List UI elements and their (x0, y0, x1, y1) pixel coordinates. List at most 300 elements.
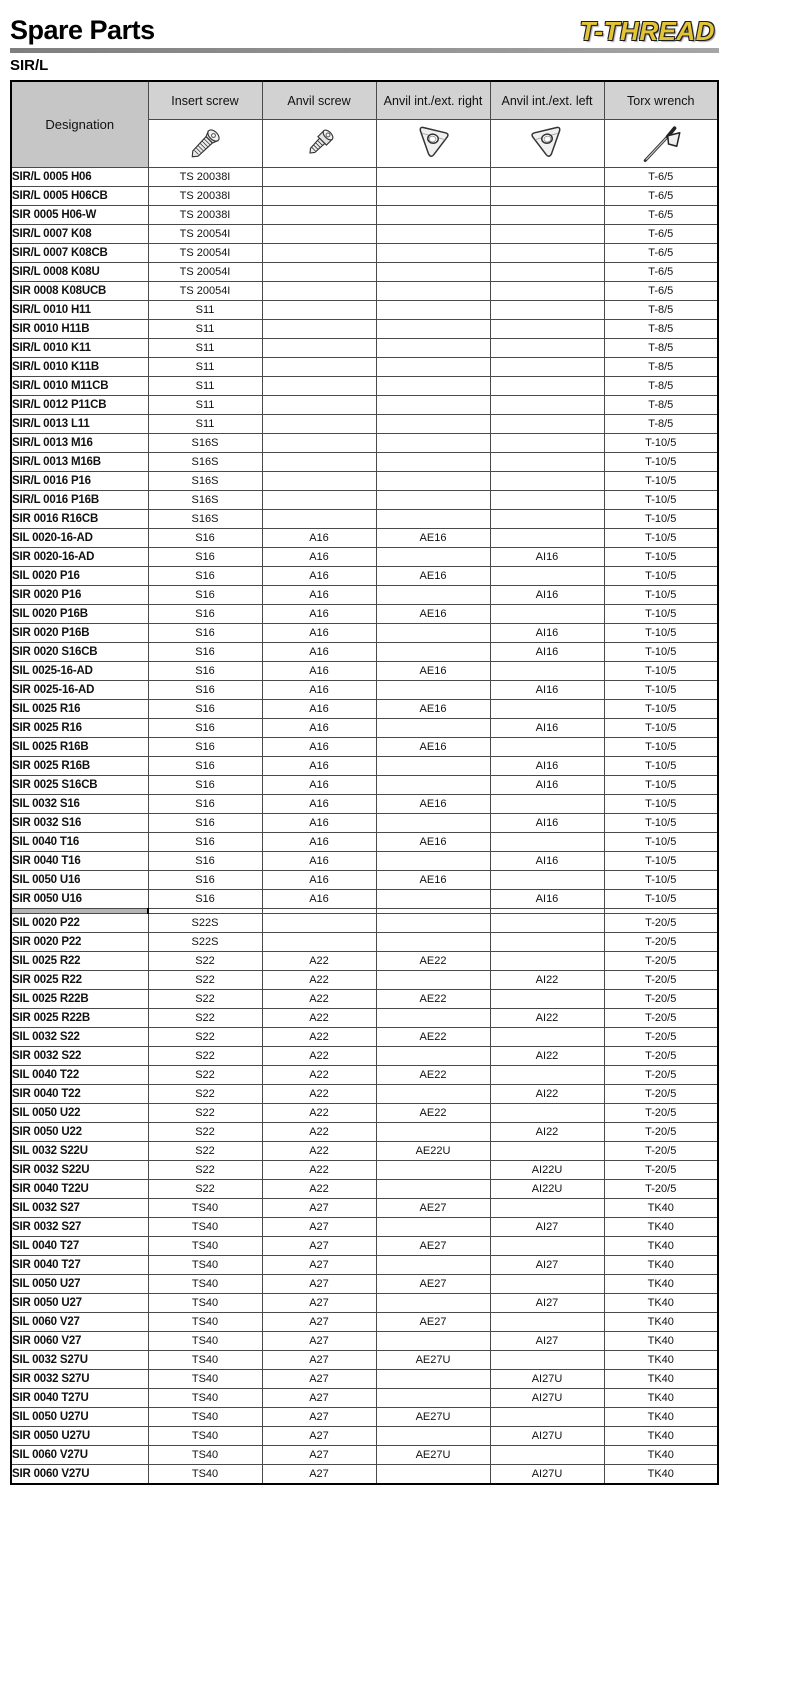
torx-wrench-cell: T-20/5 (604, 1161, 718, 1180)
designation-cell: SIL 0020 P16B (11, 605, 148, 624)
anvil-ext-right-cell (376, 1427, 490, 1446)
anvil-int-left-cell (490, 871, 604, 890)
anvil-int-left-icon-cell (490, 120, 604, 168)
anvil-ext-right-cell: AE16 (376, 833, 490, 852)
designation-cell: SIR/L 0013 L11 (11, 415, 148, 434)
torx-wrench-cell: T-10/5 (604, 871, 718, 890)
anvil-int-left-cell (490, 1275, 604, 1294)
insert-screw-cell: S16S (148, 434, 262, 453)
table-row (11, 263, 718, 282)
torx-wrench-cell: T-8/5 (604, 301, 718, 320)
column-header-anvil-int-left: Anvil int./ext. left (490, 81, 604, 120)
column-header-insert-screw: Insert screw (148, 81, 262, 120)
designation-cell: SIR/L 0008 K08U (11, 263, 148, 282)
insert-screw-cell: TS 20054I (148, 244, 262, 263)
anvil-int-left-cell (490, 738, 604, 757)
designation-cell: SIL 0050 U27U (11, 1408, 148, 1427)
table-row (11, 871, 718, 890)
page-title: Spare Parts (10, 15, 155, 45)
designation-cell: SIR/L 0010 H11 (11, 301, 148, 320)
designation-cell: SIR/L 0010 M11CB (11, 377, 148, 396)
anvil-int-left-cell (490, 833, 604, 852)
anvil-ext-right-cell (376, 586, 490, 605)
torx-wrench-cell: T-6/5 (604, 187, 718, 206)
anvil-ext-right-cell (376, 914, 490, 933)
anvil-screw-cell: A27 (262, 1332, 376, 1351)
insert-screw-cell: TS40 (148, 1294, 262, 1313)
anvil-int-left-cell (490, 1104, 604, 1123)
insert-screw-cell: S16 (148, 643, 262, 662)
anvil-int-left-cell (490, 377, 604, 396)
anvil-ext-right-cell (376, 1047, 490, 1066)
anvil-screw-cell (262, 206, 376, 225)
torx-wrench-cell: T-10/5 (604, 757, 718, 776)
anvil-ext-right-cell: AE27 (376, 1313, 490, 1332)
insert-screw-cell: TS 20054I (148, 225, 262, 244)
table-row (11, 1446, 718, 1465)
torx-wrench-cell: T-10/5 (604, 814, 718, 833)
anvil-ext-right-cell (376, 548, 490, 567)
designation-cell: SIR/L 0007 K08CB (11, 244, 148, 263)
anvil-ext-right-cell (376, 757, 490, 776)
table-row (11, 662, 718, 681)
designation-cell: SIL 0025-16-AD (11, 662, 148, 681)
designation-cell: SIR 0025 R16B (11, 757, 148, 776)
torx-wrench-cell: T-20/5 (604, 933, 718, 952)
table-row (11, 434, 718, 453)
table-row (11, 890, 718, 909)
anvil-int-left-cell: AI22 (490, 1009, 604, 1028)
insert-screw-cell: S16 (148, 814, 262, 833)
torx-wrench-cell: T-10/5 (604, 833, 718, 852)
insert-screw-cell: TS40 (148, 1313, 262, 1332)
table-row (11, 1218, 718, 1237)
anvil-ext-right-cell: AE22U (376, 1142, 490, 1161)
torx-wrench-cell: TK40 (604, 1351, 718, 1370)
insert-screw-cell: S22 (148, 1104, 262, 1123)
anvil-ext-right-cell (376, 1370, 490, 1389)
column-header-torx-wrench: Torx wrench (604, 81, 718, 120)
designation-cell: SIL 0020-16-AD (11, 529, 148, 548)
torx-wrench-cell: TK40 (604, 1294, 718, 1313)
anvil-screw-cell: A16 (262, 643, 376, 662)
anvil-ext-right-cell (376, 1294, 490, 1313)
designation-cell: SIR 0010 H11B (11, 320, 148, 339)
anvil-int-left-cell (490, 491, 604, 510)
anvil-screw-cell (262, 396, 376, 415)
torx-wrench-cell: T-10/5 (604, 453, 718, 472)
insert-screw-cell: S22 (148, 1009, 262, 1028)
insert-screw-cell: S11 (148, 358, 262, 377)
insert-screw-cell: TS40 (148, 1237, 262, 1256)
designation-cell: SIR/L 0013 M16 (11, 434, 148, 453)
insert-screw-cell: TS40 (148, 1256, 262, 1275)
anvil-int-left-cell (490, 795, 604, 814)
anvil-screw-cell: A16 (262, 738, 376, 757)
designation-header: Designation (11, 81, 148, 168)
designation-cell: SIR 0040 T22U (11, 1180, 148, 1199)
table-row (11, 301, 718, 320)
table-row (11, 1294, 718, 1313)
table-row (11, 187, 718, 206)
insert-screw-cell: S22 (148, 952, 262, 971)
masthead (10, 0, 719, 44)
anvil-ext-right-cell (376, 643, 490, 662)
anvil-int-left-cell (490, 168, 604, 187)
anvil-screw-cell (262, 415, 376, 434)
anvil-int-left-cell: AI16 (490, 643, 604, 662)
designation-cell: SIL 0050 U16 (11, 871, 148, 890)
anvil-screw-cell: A16 (262, 719, 376, 738)
insert-screw-cell: TS40 (148, 1370, 262, 1389)
torx-wrench-cell: T-20/5 (604, 1142, 718, 1161)
table-row (11, 971, 718, 990)
anvil-screw-cell (262, 914, 376, 933)
anvil-ext-right-icon-cell (376, 120, 490, 168)
insert-screw-cell: S11 (148, 339, 262, 358)
torx-wrench-cell: T-10/5 (604, 776, 718, 795)
anvil-screw-cell (262, 225, 376, 244)
anvil-screw-cell: A22 (262, 990, 376, 1009)
anvil-screw-cell: A22 (262, 1028, 376, 1047)
anvil-ext-right-cell (376, 358, 490, 377)
anvil-screw-cell: A16 (262, 605, 376, 624)
torx-wrench-cell: T-6/5 (604, 168, 718, 187)
torx-wrench-cell: T-20/5 (604, 1123, 718, 1142)
insert-screw-cell: TS40 (148, 1218, 262, 1237)
title-rule (10, 48, 719, 53)
torx-wrench-cell: T-8/5 (604, 415, 718, 434)
anvil-int-left-cell: AI16 (490, 852, 604, 871)
designation-cell: SIR 0025-16-AD (11, 681, 148, 700)
insert-screw-cell: TS40 (148, 1199, 262, 1218)
anvil-ext-right-cell (376, 1389, 490, 1408)
torx-wrench-cell: T-10/5 (604, 719, 718, 738)
torx-wrench-cell: T-10/5 (604, 567, 718, 586)
anvil-int-left-cell: AI22U (490, 1180, 604, 1199)
designation-cell: SIR 0040 T22 (11, 1085, 148, 1104)
anvil-ext-right-cell (376, 301, 490, 320)
anvil-int-left-cell (490, 567, 604, 586)
designation-cell: SIR 0025 S16CB (11, 776, 148, 795)
anvil-screw-cell: A27 (262, 1237, 376, 1256)
torx-wrench-cell: T-10/5 (604, 852, 718, 871)
anvil-ext-right-cell (376, 320, 490, 339)
torx-wrench-cell: TK40 (604, 1465, 718, 1485)
table-row (11, 1408, 718, 1427)
designation-cell: SIR/L 0016 P16B (11, 491, 148, 510)
torx-wrench-cell: T-10/5 (604, 605, 718, 624)
table-row (11, 1066, 718, 1085)
anvil-screw-cell: A16 (262, 871, 376, 890)
table-row (11, 510, 718, 529)
anvil-screw-cell: A16 (262, 700, 376, 719)
table-row (11, 1389, 718, 1408)
torx-wrench-cell: T-6/5 (604, 225, 718, 244)
insert-screw-cell: S16S (148, 510, 262, 529)
torx-wrench-cell: T-20/5 (604, 952, 718, 971)
torx-wrench-cell: TK40 (604, 1237, 718, 1256)
anvil-int-left-cell (490, 662, 604, 681)
torx-wrench-cell: T-20/5 (604, 1028, 718, 1047)
anvil-ext-right-cell (376, 1218, 490, 1237)
anvil-int-left-cell (490, 339, 604, 358)
designation-cell: SIL 0050 U27 (11, 1275, 148, 1294)
anvil-ext-right-cell: AE16 (376, 700, 490, 719)
anvil-screw-cell (262, 263, 376, 282)
insert-screw-cell: S11 (148, 377, 262, 396)
designation-cell: SIR 0032 S16 (11, 814, 148, 833)
anvil-ext-right-cell: AE22 (376, 1066, 490, 1085)
anvil-ext-right-cell (376, 377, 490, 396)
anvil-int-left-cell: AI27 (490, 1256, 604, 1275)
table-row (11, 1275, 718, 1294)
designation-cell: SIR 0050 U27 (11, 1294, 148, 1313)
insert-screw-icon (149, 123, 262, 165)
anvil-int-left-cell (490, 434, 604, 453)
torx-wrench-cell: T-10/5 (604, 643, 718, 662)
anvil-screw-cell (262, 168, 376, 187)
torx-wrench-cell: T-10/5 (604, 491, 718, 510)
table-row (11, 529, 718, 548)
insert-screw-cell: S16 (148, 852, 262, 871)
designation-cell: SIR 0025 R16 (11, 719, 148, 738)
anvil-screw-cell (262, 472, 376, 491)
anvil-int-left-cell (490, 453, 604, 472)
torx-wrench-cell: T-6/5 (604, 282, 718, 301)
insert-screw-cell: S16 (148, 795, 262, 814)
anvil-ext-right-cell: AE16 (376, 567, 490, 586)
insert-screw-cell: TS 20038I (148, 187, 262, 206)
torx-wrench-cell: T-20/5 (604, 1085, 718, 1104)
anvil-ext-right-cell (376, 244, 490, 263)
table-row (11, 990, 718, 1009)
torx-wrench-cell: T-20/5 (604, 1066, 718, 1085)
table-row (11, 396, 718, 415)
insert-screw-cell: S11 (148, 320, 262, 339)
insert-screw-cell: TS40 (148, 1275, 262, 1294)
insert-screw-cell: TS40 (148, 1427, 262, 1446)
anvil-screw-cell: A22 (262, 1009, 376, 1028)
anvil-screw-cell (262, 339, 376, 358)
table-row (11, 952, 718, 971)
designation-cell: SIL 0025 R16B (11, 738, 148, 757)
anvil-int-left-cell: AI16 (490, 548, 604, 567)
table-row (11, 320, 718, 339)
table-row (11, 1370, 718, 1389)
table-row (11, 1104, 718, 1123)
torx-wrench-cell: T-10/5 (604, 434, 718, 453)
anvil-ext-right-cell (376, 415, 490, 434)
torx-wrench-cell: TK40 (604, 1332, 718, 1351)
designation-cell: SIL 0060 V27U (11, 1446, 148, 1465)
anvil-screw-cell: A27 (262, 1465, 376, 1485)
anvil-screw-cell: A27 (262, 1199, 376, 1218)
anvil-screw-cell: A22 (262, 952, 376, 971)
anvil-int-left-cell (490, 1199, 604, 1218)
designation-cell: SIR 0050 U16 (11, 890, 148, 909)
anvil-ext-right-cell (376, 681, 490, 700)
anvil-screw-cell: A16 (262, 814, 376, 833)
anvil-screw-cell: A16 (262, 757, 376, 776)
anvil-int-left-cell (490, 510, 604, 529)
anvil-ext-right-cell: AE16 (376, 738, 490, 757)
torx-wrench-cell: TK40 (604, 1199, 718, 1218)
table-row (11, 1427, 718, 1446)
table-row (11, 933, 718, 952)
anvil-ext-right-cell: AE22 (376, 1104, 490, 1123)
anvil-int-left-cell (490, 415, 604, 434)
anvil-ext-right-cell (376, 453, 490, 472)
designation-cell: SIR 0020 P22 (11, 933, 148, 952)
torx-wrench-cell: T-10/5 (604, 548, 718, 567)
insert-screw-cell: S16 (148, 833, 262, 852)
designation-cell: SIL 0040 T27 (11, 1237, 148, 1256)
anvil-ext-right-cell (376, 719, 490, 738)
designation-cell: SIR/L 0013 M16B (11, 453, 148, 472)
insert-screw-cell: S22 (148, 990, 262, 1009)
anvil-screw-cell: A16 (262, 567, 376, 586)
torx-wrench-cell: T-6/5 (604, 206, 718, 225)
anvil-int-left-cell (490, 1351, 604, 1370)
designation-cell: SIR 0040 T16 (11, 852, 148, 871)
anvil-ext-right-cell (376, 890, 490, 909)
torx-wrench-cell: TK40 (604, 1275, 718, 1294)
designation-cell: SIR 0020-16-AD (11, 548, 148, 567)
insert-screw-cell: S22 (148, 1047, 262, 1066)
anvil-int-left-cell: AI16 (490, 719, 604, 738)
anvil-int-left-icon (491, 123, 604, 165)
torx-wrench-cell: TK40 (604, 1218, 718, 1237)
designation-cell: SIL 0032 S22 (11, 1028, 148, 1047)
anvil-ext-right-cell (376, 282, 490, 301)
anvil-int-left-cell (490, 358, 604, 377)
anvil-int-left-cell: AI16 (490, 624, 604, 643)
anvil-ext-right-cell: AE22 (376, 1028, 490, 1047)
insert-screw-cell: S16S (148, 472, 262, 491)
torx-wrench-cell: T-10/5 (604, 738, 718, 757)
anvil-ext-right-cell (376, 168, 490, 187)
anvil-int-left-cell (490, 700, 604, 719)
anvil-ext-right-cell (376, 1123, 490, 1142)
anvil-ext-right-cell (376, 1332, 490, 1351)
designation-cell: SIR 0050 U22 (11, 1123, 148, 1142)
table-row (11, 1085, 718, 1104)
insert-screw-cell: S22S (148, 914, 262, 933)
insert-screw-cell: S22 (148, 1123, 262, 1142)
table-row (11, 852, 718, 871)
insert-screw-cell: S22S (148, 933, 262, 952)
anvil-screw-cell: A22 (262, 971, 376, 990)
table-row (11, 1256, 718, 1275)
anvil-screw-cell: A22 (262, 1066, 376, 1085)
anvil-screw-icon-cell (262, 120, 376, 168)
anvil-ext-right-cell (376, 491, 490, 510)
table-row (11, 914, 718, 933)
anvil-ext-right-cell (376, 624, 490, 643)
torx-wrench-cell: T-20/5 (604, 1009, 718, 1028)
torx-wrench-cell: T-10/5 (604, 681, 718, 700)
anvil-screw-cell: A16 (262, 833, 376, 852)
torx-wrench-icon (605, 123, 718, 165)
anvil-screw-cell: A27 (262, 1218, 376, 1237)
torx-wrench-cell: TK40 (604, 1256, 718, 1275)
anvil-ext-right-cell: AE27U (376, 1351, 490, 1370)
insert-screw-cell: S11 (148, 415, 262, 434)
insert-screw-cell: S16S (148, 453, 262, 472)
anvil-int-left-cell: AI22 (490, 1085, 604, 1104)
table-row (11, 567, 718, 586)
designation-cell: SIL 0050 U22 (11, 1104, 148, 1123)
anvil-ext-right-cell (376, 1256, 490, 1275)
table-row (11, 282, 718, 301)
anvil-int-left-cell (490, 914, 604, 933)
anvil-ext-right-cell: AE27 (376, 1199, 490, 1218)
anvil-ext-right-cell: AE16 (376, 871, 490, 890)
torx-wrench-cell: T-10/5 (604, 529, 718, 548)
designation-cell: SIR/L 0016 P16 (11, 472, 148, 491)
anvil-ext-right-cell (376, 852, 490, 871)
anvil-int-left-cell: AI27U (490, 1427, 604, 1446)
torx-wrench-cell: T-20/5 (604, 1104, 718, 1123)
anvil-int-left-cell (490, 244, 604, 263)
table-row (11, 491, 718, 510)
torx-wrench-cell: T-10/5 (604, 586, 718, 605)
anvil-int-left-cell: AI27 (490, 1332, 604, 1351)
designation-cell: SIR 0032 S22 (11, 1047, 148, 1066)
table-row (11, 757, 718, 776)
anvil-int-left-cell (490, 1446, 604, 1465)
torx-wrench-cell: T-20/5 (604, 971, 718, 990)
insert-screw-cell: S22 (148, 1085, 262, 1104)
torx-wrench-cell: T-8/5 (604, 377, 718, 396)
torx-wrench-cell: T-8/5 (604, 339, 718, 358)
anvil-int-left-cell: AI16 (490, 814, 604, 833)
spare-parts-table (10, 80, 719, 1485)
torx-wrench-cell: TK40 (604, 1408, 718, 1427)
insert-screw-cell: TS40 (148, 1408, 262, 1427)
anvil-ext-right-cell (376, 472, 490, 491)
anvil-ext-right-cell: AE16 (376, 605, 490, 624)
designation-cell: SIR 0020 P16 (11, 586, 148, 605)
torx-wrench-cell: T-8/5 (604, 320, 718, 339)
designation-cell: SIR 0020 S16CB (11, 643, 148, 662)
insert-screw-cell: S16 (148, 738, 262, 757)
brand-logo: T-THREAD (579, 16, 715, 46)
table-row (11, 358, 718, 377)
designation-cell: SIL 0032 S22U (11, 1142, 148, 1161)
table-row (11, 453, 718, 472)
anvil-ext-right-cell: AE16 (376, 529, 490, 548)
anvil-ext-right-cell: AE22 (376, 952, 490, 971)
designation-cell: SIL 0025 R22B (11, 990, 148, 1009)
insert-screw-cell: S16 (148, 529, 262, 548)
anvil-ext-right-cell (376, 933, 490, 952)
table-row (11, 168, 718, 187)
torx-wrench-cell: T-6/5 (604, 263, 718, 282)
anvil-ext-right-cell (376, 1085, 490, 1104)
anvil-int-left-cell (490, 396, 604, 415)
anvil-int-left-cell (490, 263, 604, 282)
anvil-ext-right-cell: AE16 (376, 795, 490, 814)
anvil-ext-right-cell (376, 1180, 490, 1199)
table-row (11, 1465, 718, 1485)
anvil-screw-cell: A22 (262, 1123, 376, 1142)
insert-screw-cell: S11 (148, 396, 262, 415)
anvil-screw-cell: A16 (262, 624, 376, 643)
table-row (11, 1123, 718, 1142)
anvil-ext-right-cell (376, 225, 490, 244)
